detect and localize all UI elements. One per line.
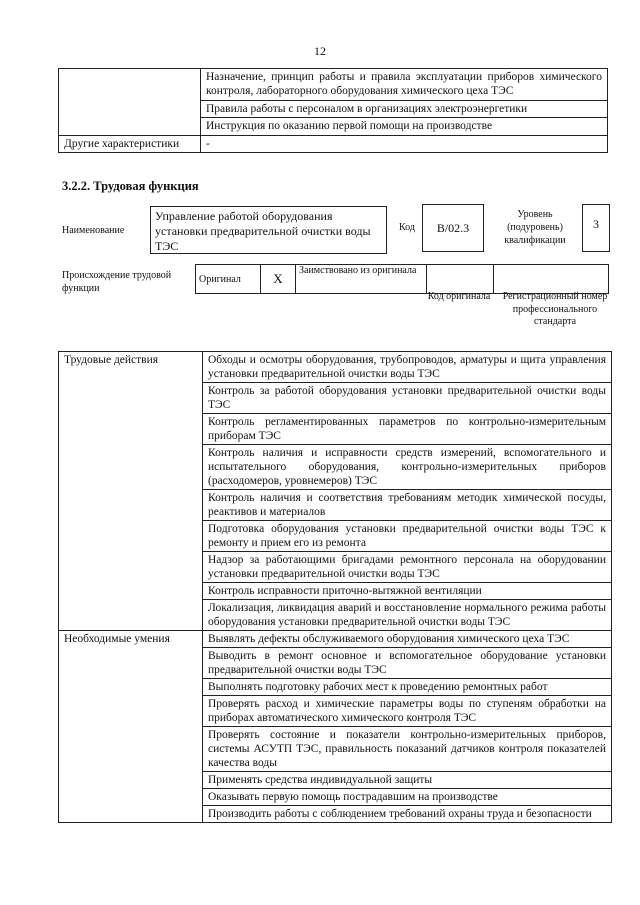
section-title: 3.2.2. Трудовая функция [62, 179, 199, 193]
borrowed-label: Заимствовано из оригинала [296, 265, 427, 294]
skills-label: Необходимые умения [59, 631, 203, 823]
top-table-row: Назначение, принцип работы и правила эксплуатации приборов химического контроля, лабораторного оборудования химического цеха ТЭС [201, 69, 608, 101]
labor-action-item: Локализация, ликвидация аварий и восстановление нормального режима работы оборудования установки предварительной очистки воды ТЭС [203, 600, 612, 631]
original-mark: X [261, 265, 296, 294]
labor-action-item: Надзор за работающими бригадами ремонтного персонала на оборудовании установки предварительной очистки воды ТЭС [203, 552, 612, 583]
code-label: Код [399, 222, 415, 233]
code-original-caption: Код оригинала [427, 291, 491, 302]
labor-action-item: Подготовка оборудования установки предварительной очистки воды ТЭС к ремонту и прием его из ремонта [203, 521, 612, 552]
top-table-left-cell [59, 69, 201, 136]
skill-item: Выполнять подготовку рабочих мест к проведению ремонтных работ [203, 679, 612, 696]
skill-item: Проверять расход и химические параметры воды по ступеням обработки на приборах автоматического химического контроля ТЭС [203, 696, 612, 727]
labor-actions-label: Трудовые действия [59, 352, 203, 631]
reg-number-caption: Регистрационный номер профессионального стандарта [502, 291, 608, 327]
skill-item: Выводить в ремонт основное и вспомогательное оборудование установки предварительной очистки воды ТЭС [203, 648, 612, 679]
original-label: Оригинал [196, 265, 261, 294]
name-label: Наименование [62, 225, 125, 236]
labor-action-item: Контроль наличия и исправности средств измерений, вспомогательного и испытательного оборудования, контрольно-измерительных приборов (расходомеров, уровнемеров) ТЭС [203, 445, 612, 490]
level-label: Уровень (подуровень) квалификации [504, 209, 566, 246]
skill-item: Проверять состояние и показатели контрольно-измерительных приборов, системы АСУТП ТЭС, правильность показаний датчиков контроля показателей качества воды [203, 727, 612, 772]
skill-item: Выявлять дефекты обслуживаемого оборудования химического цеха ТЭС [203, 631, 612, 648]
labor-action-item: Контроль наличия и соответствия требованиям методик химической посуды, реактивов и материалов [203, 490, 612, 521]
labor-action-item: Обходы и осмотры оборудования, трубопроводов, арматуры и щита управления установки предварительной очистки воды ТЭС [203, 352, 612, 383]
function-name-box: Управление работой оборудования установки предварительной очистки воды ТЭС [150, 206, 387, 254]
labor-action-item: Контроль регламентированных параметров по контрольно-измерительным приборам ТЭС [203, 414, 612, 445]
top-table [58, 68, 608, 153]
other-characteristics-label: Другие характеристики [59, 135, 201, 152]
code-original-cell [427, 265, 494, 294]
other-characteristics-value: - [201, 135, 608, 152]
top-table-row: Инструкция по оказанию первой помощи на производстве [201, 118, 608, 135]
skill-item: Оказывать первую помощь пострадавшим на производстве [203, 789, 612, 806]
origin-table [195, 264, 609, 294]
skill-item: Производить работы с соблюдением требований охраны труда и безопасности [203, 806, 612, 823]
top-table-row: Правила работы с персоналом в организациях электроэнергетики [201, 100, 608, 117]
labor-action-item: Контроль исправности приточно-вытяжной вентиляции [203, 583, 612, 600]
function-code-box: B/02.3 [422, 204, 484, 252]
reg-number-cell [494, 265, 609, 294]
level-box: 3 [582, 204, 610, 252]
origin-label: Происхождение трудовой функции [62, 270, 172, 294]
labor-action-item: Контроль за работой оборудования установки предварительной очистки воды ТЭС [203, 383, 612, 414]
page-number: 12 [314, 44, 326, 58]
skill-item: Применять средства индивидуальной защиты [203, 772, 612, 789]
main-table [58, 351, 612, 823]
